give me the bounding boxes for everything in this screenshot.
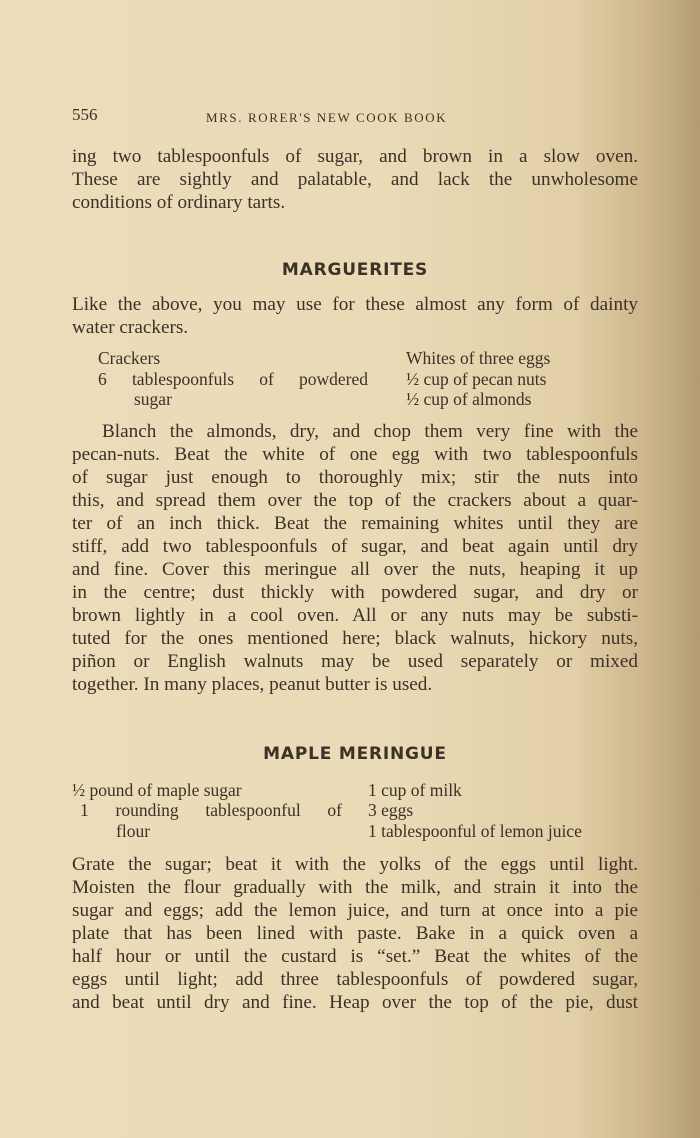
text-line: and beat until dry and fine. Heap over the top of the pie, dust (72, 992, 638, 1013)
intro-paragraph (72, 145, 638, 214)
ingredient-item: ½ cup of pecan nuts (406, 368, 547, 389)
text-line: plate that has been lined with paste. Bake in a quick oven a (72, 923, 638, 944)
text-line: sugar and eggs; add the lemon juice, and turn at once into a pie (72, 900, 638, 921)
text-line: this, and spread them over the top of the crackers about a quar- (72, 489, 638, 511)
running-head (72, 100, 638, 130)
marguerites-ingredients (72, 348, 638, 410)
text-line: half hour or until the custard is “set.” Beat the whites of the (72, 946, 638, 967)
text-line: brown lightly in a cool oven. All or any nuts may be substi- (72, 604, 638, 626)
text-line: Grate the sugar; beat it with the yolks of the eggs until light. (72, 854, 638, 875)
text-line: stiff, add two tablespoonfuls of sugar, and beat again until dry (72, 535, 638, 557)
text-line: eggs until light; add three tablespoonfuls of powdered sugar, (72, 969, 638, 990)
text-line: pecan-nuts. Beat the white of one egg with two tablespoonfuls (72, 443, 638, 465)
ingredient-item: Crackers (98, 348, 161, 368)
text-line: These are sightly and palatable, and lack the unwholesome (72, 169, 638, 190)
text-line: Blanch the almonds, dry, and chop them very fine with the (102, 420, 638, 442)
maple-meringue-method (72, 853, 638, 1014)
ingredient-item: 3 eggs (368, 800, 414, 820)
page-number: 556 (72, 105, 98, 124)
ingredient-item: 1 rounding tablespoonful of (80, 800, 342, 820)
text-line: in the centre; dust thickly with powdered sugar, and dry or (72, 581, 638, 603)
ingredient-item: ½ cup of almonds (406, 389, 532, 409)
text-line: conditions of ordinary tarts. (72, 192, 286, 213)
text-line: piñon or English walnuts may be used separately or mixed (72, 650, 638, 672)
text-line: of sugar just enough to thoroughly mix; stir the nuts into (72, 466, 638, 488)
ingredient-item: Whites of three eggs (406, 348, 551, 368)
text-line: together. In many places, peanut butter is used. (72, 673, 433, 695)
ingredient-item: 6 tablespoonfuls of powdered (98, 368, 368, 389)
ingredient-item: sugar (134, 389, 172, 409)
text-line: and fine. Cover this meringue all over the nuts, heaping it up (72, 558, 638, 580)
running-title: MRS. RORER'S NEW COOK BOOK (206, 110, 448, 125)
ingredient-item: 1 cup of milk (368, 779, 462, 800)
ingredient-item: flour (116, 820, 151, 841)
text-line: ing two tablespoonfuls of sugar, and brown in a slow oven. (72, 146, 638, 167)
text-line: Like the above, you may use for these almost any form of dainty (72, 294, 638, 315)
text-line: water crackers. (72, 317, 189, 338)
ingredient-item: ½ pound of maple sugar (72, 779, 242, 800)
text-line: ter of an inch thick. Beat the remaining whites until they are (72, 512, 638, 534)
marguerites-method (72, 420, 638, 696)
text-line: tuted for the ones mentioned here; black walnuts, hickory nuts, (72, 627, 638, 649)
maple-meringue-ingredients (72, 780, 638, 842)
recipe-title-maple-meringue: MAPLE MERINGUE (263, 743, 447, 764)
marguerites-intro (72, 293, 638, 339)
recipe-title-marguerites: MARGUERITES (281, 260, 429, 280)
page-content (72, 145, 638, 1014)
text-line: Moisten the flour gradually with the milk, and strain it into the (72, 877, 638, 898)
ingredient-item: 1 tablespoonful of lemon juice (368, 820, 582, 841)
